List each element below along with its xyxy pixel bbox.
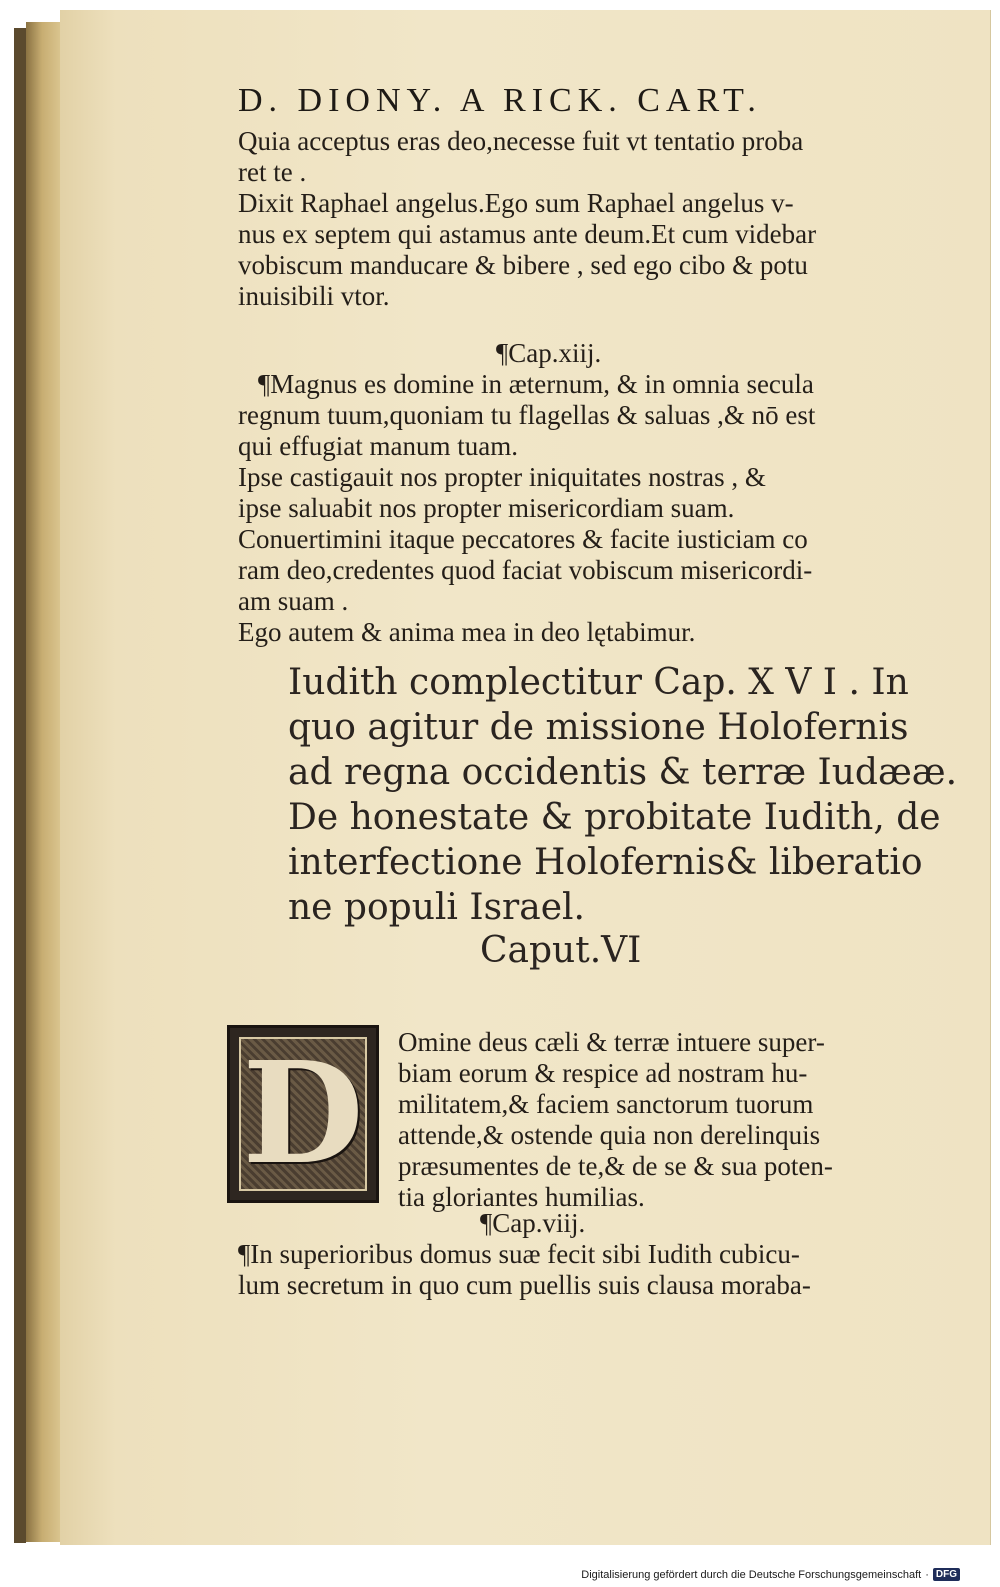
text-line: regnum tuum,quoniam tu flagellas & saluas ,& nō est <box>238 400 816 430</box>
digitization-credit <box>581 1568 960 1581</box>
text-line: Dixit Raphael angelus.Ego sum Raphael angelus v- <box>238 188 794 218</box>
text-block-tobit-end <box>238 126 816 312</box>
text-line: ret te . <box>238 157 307 187</box>
dfg-logo: DFG <box>933 1568 960 1581</box>
heading-line: ad regna occidentis & terræ Iudææ. <box>288 752 958 793</box>
chapter-marker: ¶Cap.xiij. <box>496 338 602 368</box>
initial-letter: D <box>242 1032 364 1196</box>
separator: · <box>925 1568 929 1581</box>
text-line: lum secretum in quo cum puellis suis clausa moraba- <box>238 1270 811 1300</box>
heading-line: De honestate & probitate Iudith, de <box>288 797 941 838</box>
text-block-chapter-13 <box>238 338 815 648</box>
judith-heading <box>288 660 968 930</box>
text-line: inuisibili vtor. <box>238 281 390 311</box>
text-line: Quia acceptus eras deo,necesse fuit vt tentatio proba <box>238 126 804 156</box>
caput-label: Caput.VI <box>480 930 642 971</box>
heading-line: quo agitur de missione Holofernis <box>288 707 909 748</box>
text-line: attende,& ostende quia non derelinquis <box>398 1120 821 1150</box>
heading-line: interfectione Holofernis& liberatio <box>288 842 923 883</box>
text-line: biam eorum & respice ad nostram hu- <box>398 1058 808 1088</box>
heading-line: ne populi Israel. <box>288 887 585 928</box>
credit-text: Digitalisierung gefördert durch die Deutsche Forschungsgemeinschaft <box>581 1568 922 1581</box>
text-line: præsumentes de te,& de se & sua poten- <box>398 1151 833 1181</box>
text-line: tia gloriantes humilias. <box>398 1182 645 1212</box>
text-block-prayer <box>398 1027 833 1213</box>
text-line: Ego autem & anima mea in deo lętabimur. <box>238 617 696 647</box>
text-line: Conuertimini itaque peccatores & facite iusticiam co <box>238 524 808 554</box>
text-line: ¶Magnus es domine in æternum, & in omnia secula <box>258 369 814 399</box>
text-line: am suam . <box>238 586 349 616</box>
text-line: ram deo,credentes quod faciat vobiscum misericordi- <box>238 555 813 585</box>
text-line: Omine deus cæli & terræ intuere super- <box>398 1027 825 1057</box>
book-spine <box>14 28 26 1543</box>
text-block-chapter-8 <box>238 1208 811 1301</box>
chapter-marker: ¶Cap.viij. <box>480 1208 586 1238</box>
text-line: militatem,& faciem sanctorum tuorum <box>398 1089 814 1119</box>
heading-line: Iudith complectitur Cap. X V I . In <box>288 662 909 703</box>
text-line: nus ex septem qui astamus ante deum.Et cum videbar <box>238 219 817 249</box>
text-line: Ipse castigauit nos propter iniquitates nostras , & <box>238 462 766 492</box>
text-line: ¶In superioribus domus suæ fecit sibi Iudith cubicu- <box>238 1239 800 1269</box>
text-line: vobiscum manducare & bibere , sed ego cibo & potu <box>238 250 808 280</box>
running-header: D. DIONY. A RICK. CART. <box>238 82 762 119</box>
decorated-initial <box>227 1025 379 1203</box>
text-line: qui effugiat manum tuam. <box>238 431 518 461</box>
text-line: ipse saluabit nos propter misericordiam suam. <box>238 493 735 523</box>
